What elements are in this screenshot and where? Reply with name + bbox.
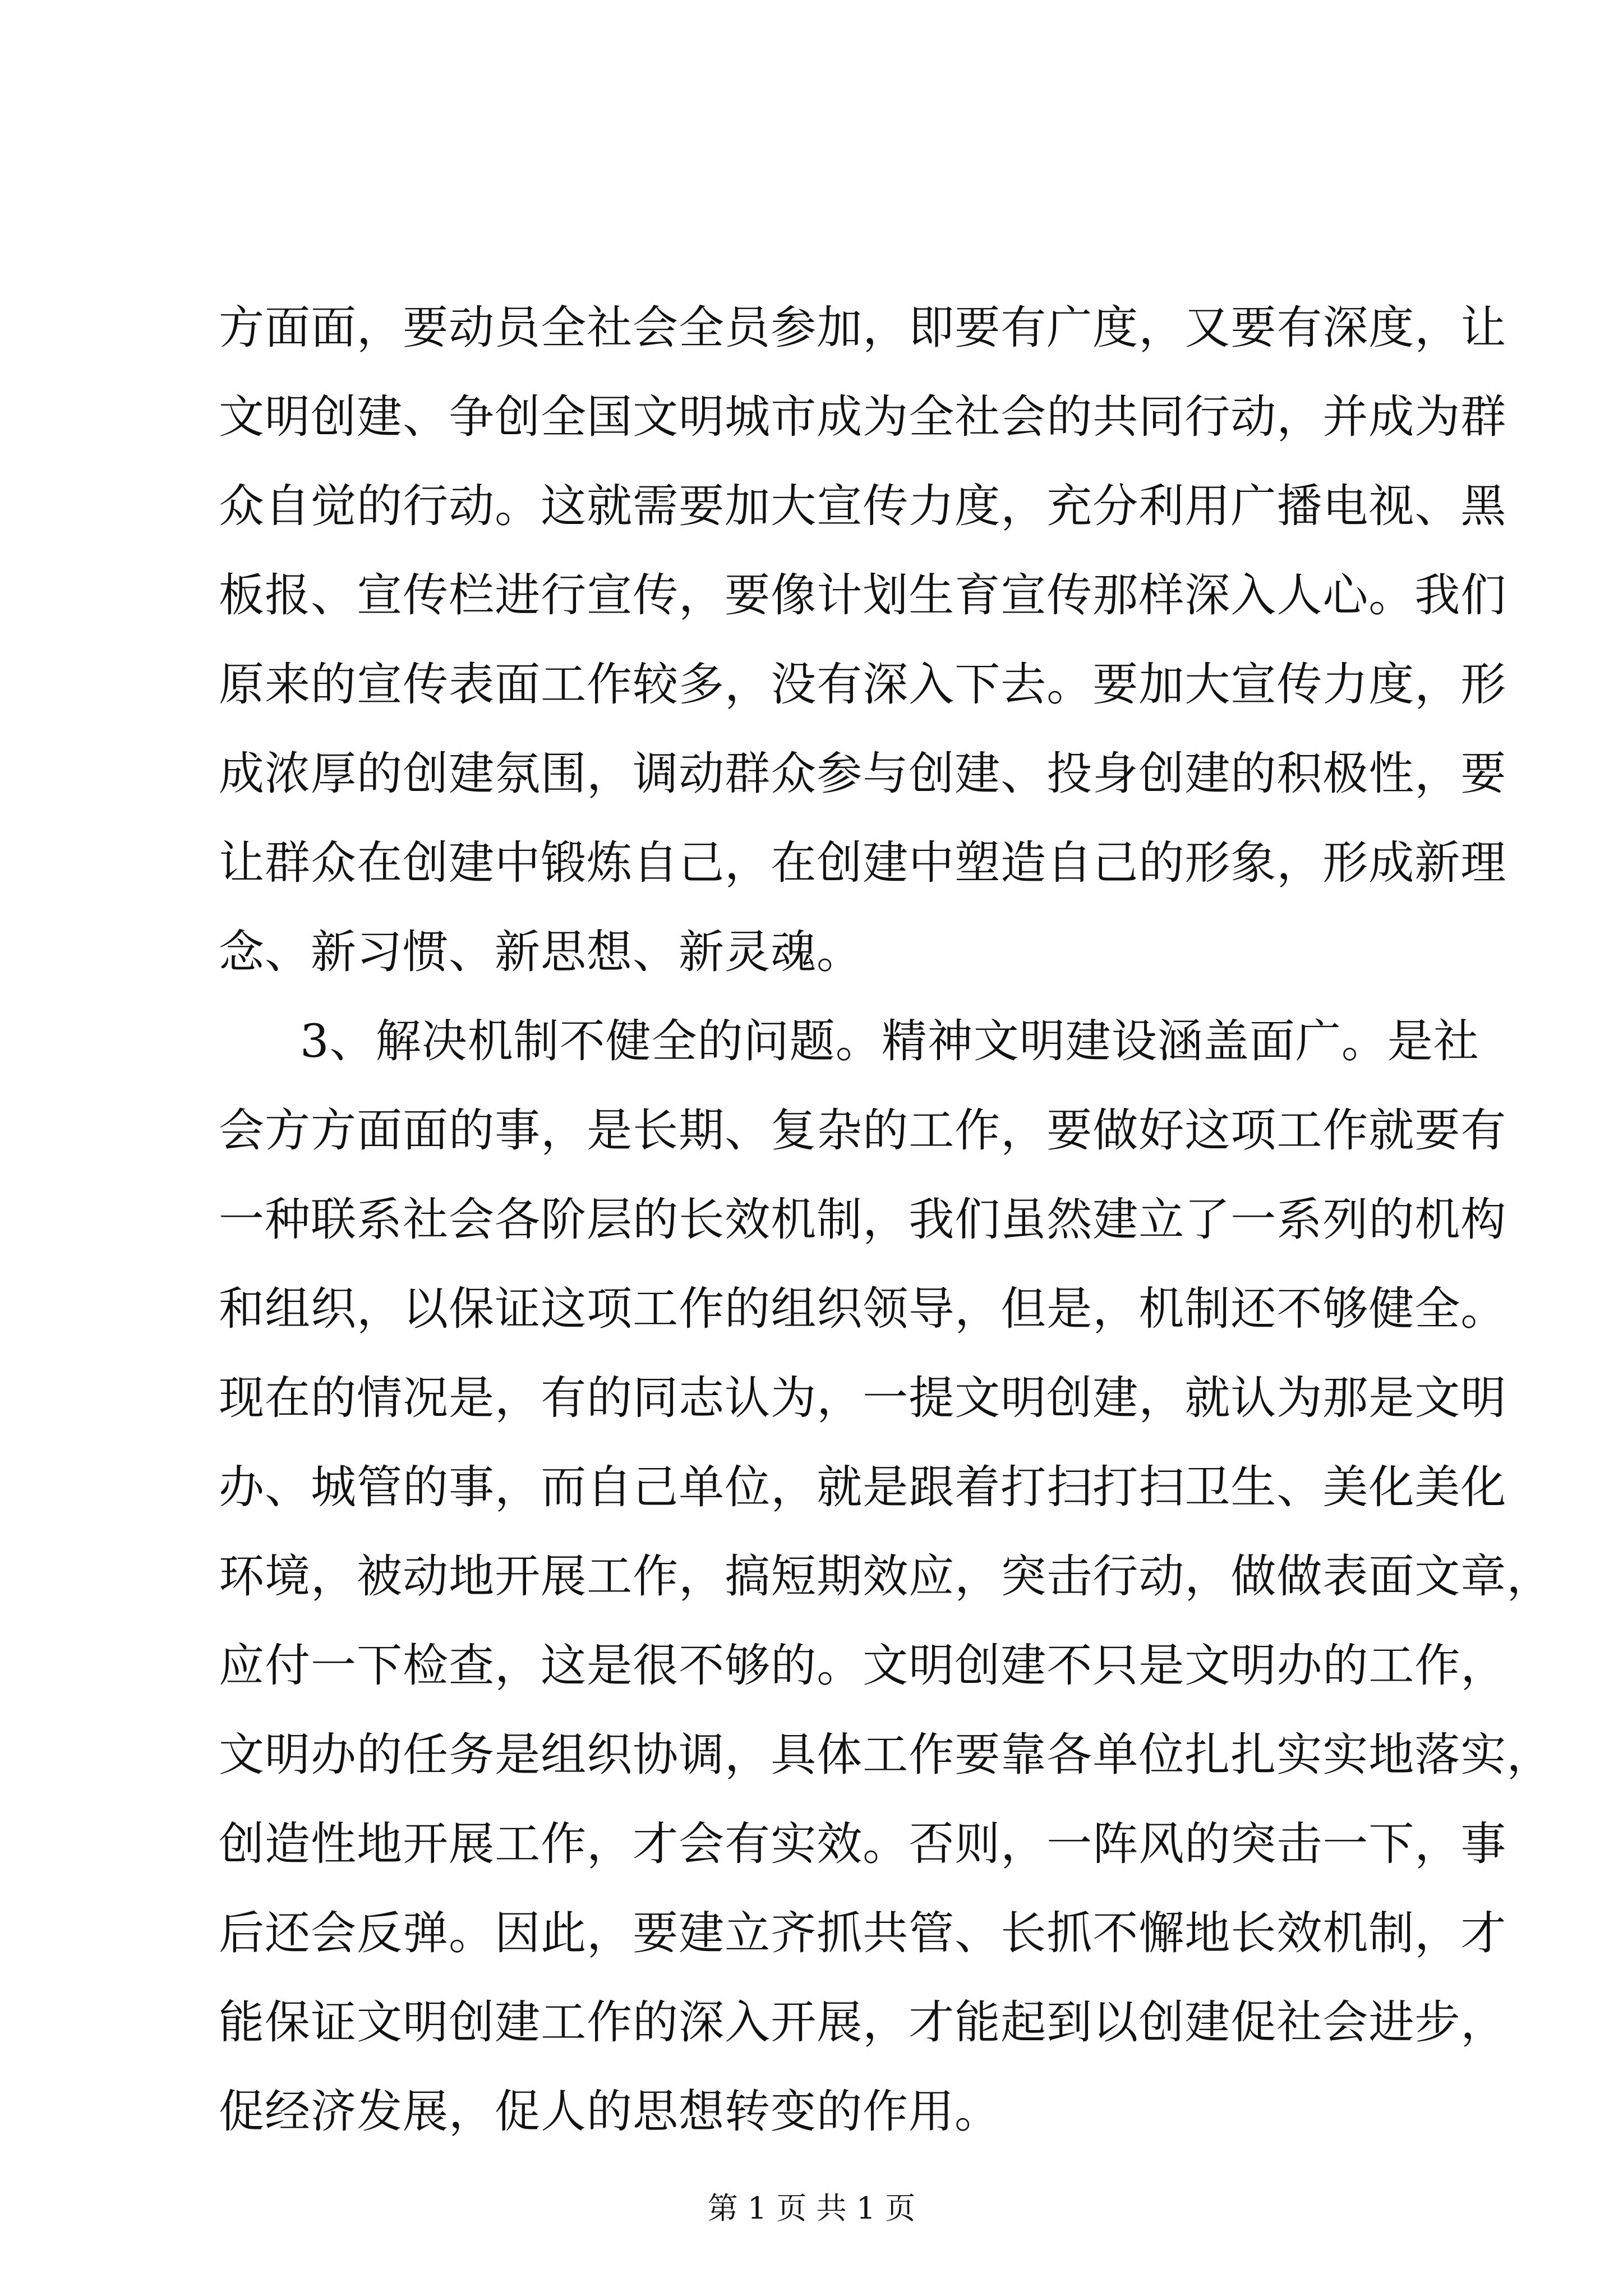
text-line-4: 板 报 、 宣 传 栏 进 行 宣 传 ， 要 像 计 划 生 育 宣 传 那 样 深 入 人 心 。 我 们 — [219, 569, 1507, 622]
text-line-5: 原 来 的 宣 传 表 面 工 作 较 多 ， 没 有 深 入 下 去 。 要 加 大 宣 传 力 度 ， 形 — [219, 659, 1507, 711]
text-line-1: 方 面 面 ， 要 动 员 全 社 会 全 员 参 加 ， 即 要 有 广 度 ， 又 要 有 深 度 ， 让 — [219, 302, 1507, 355]
text-line-20: 能 保 证 文 明 创 建 工 作 的 深 入 开 展 ， 才 能 起 到 以 创 建 促 社 会 进 步 ， — [219, 1996, 1507, 2049]
text-line-8 — [219, 924, 1419, 981]
text-line-15: 环 境 ， 被 动 地 开 展 工 作 ， 搞 短 期 效 应 ， 突 击 行 动 ， 做 做 表 面 文 章 ， — [219, 1550, 1553, 1603]
text-line-2: 文 明 创 建 、 争 创 全 国 文 明 城 市 成 为 全 社 会 的 共 同 行 动 ， 并 成 为 群 — [219, 391, 1507, 444]
text-line-10: 会 方 方 面 面 的 事 ， 是 长 期 、 复 杂 的 工 作 ， 要 做 好 这 项 工 作 就 要 有 — [219, 1105, 1507, 1157]
text-line-6: 成 浓 厚 的 创 建 氛 围 ， 调 动 群 众 参 与 创 建 、 投 身 创 建 的 积 极 性 ， 要 — [219, 748, 1507, 800]
page-footer: 第 1 页 共 1 页 — [707, 2191, 916, 2226]
text-line-19: 后 还 会 反 弹 。 因 此 ， 要 建 立 齐 抓 共 管 、 长 抓 不 懈 地 长 效 机 制 ， 才 — [219, 1907, 1507, 1960]
text-line-7: 让 群 众 在 创 建 中 锻 炼 自 己 ， 在 创 建 中 塑 造 自 己 的 形 象 ， 形 成 新 理 — [219, 837, 1507, 890]
text-line-18: 创 造 性 地 开 展 工 作 ， 才 会 有 实 效 。 否 则 ， 一 阵 风 的 突 击 一 下 ， 事 — [219, 1818, 1507, 1871]
text-line-11: 一 种 联 系 社 会 各 阶 层 的 长 效 机 制 ， 我 们 虽 然 建 立 了 一 系 列 的 机 构 — [219, 1194, 1507, 1246]
line-text: 念、新习惯、新思想、新灵魂。 — [219, 926, 863, 979]
text-line-16: 应 付 一 下 检 查 ， 这 是 很 不 够 的 。 文 明 创 建 不 只 是 文 明 办 的 工 作 ， — [219, 1640, 1507, 1692]
text-line-13: 现 在 的 情 况 是 ， 有 的 同 志 认 为 ， 一 提 文 明 创 建 ， 就 认 为 那 是 文 明 — [219, 1372, 1507, 1425]
text-line-17: 文 明 办 的 任 务 是 组 织 协 调 ， 具 体 工 作 要 靠 各 单 位 扎 扎 实 实 地 落 实 ， — [219, 1729, 1553, 1782]
text-line-3: 众 自 觉 的 行 动 。 这 就 需 要 加 大 宣 传 力 度 ， 充 分 利 用 广 播 电 视 、 黑 — [219, 480, 1507, 533]
text-line-9: 3 、 解 决 机 制 不 健 全 的 问 题 。 精 神 文 明 建 设 涵 盖 面 广 。 是 社 — [300, 1015, 1479, 1068]
text-line-21 — [219, 2084, 1419, 2140]
text-line-12: 和 组 织 ， 以 保 证 这 项 工 作 的 组 织 领 导 ， 但 是 ， 机 制 还 不 够 健 全 。 — [219, 1283, 1507, 1336]
text-line-14: 办 、 城 管 的 事 ， 而 自 己 单 位 ， 就 是 跟 着 打 扫 打 扫 卫 生 、 美 化 美 化 — [219, 1461, 1507, 1514]
line-text: 促经济发展，促人的思想转变的作用。 — [219, 2086, 1001, 2138]
